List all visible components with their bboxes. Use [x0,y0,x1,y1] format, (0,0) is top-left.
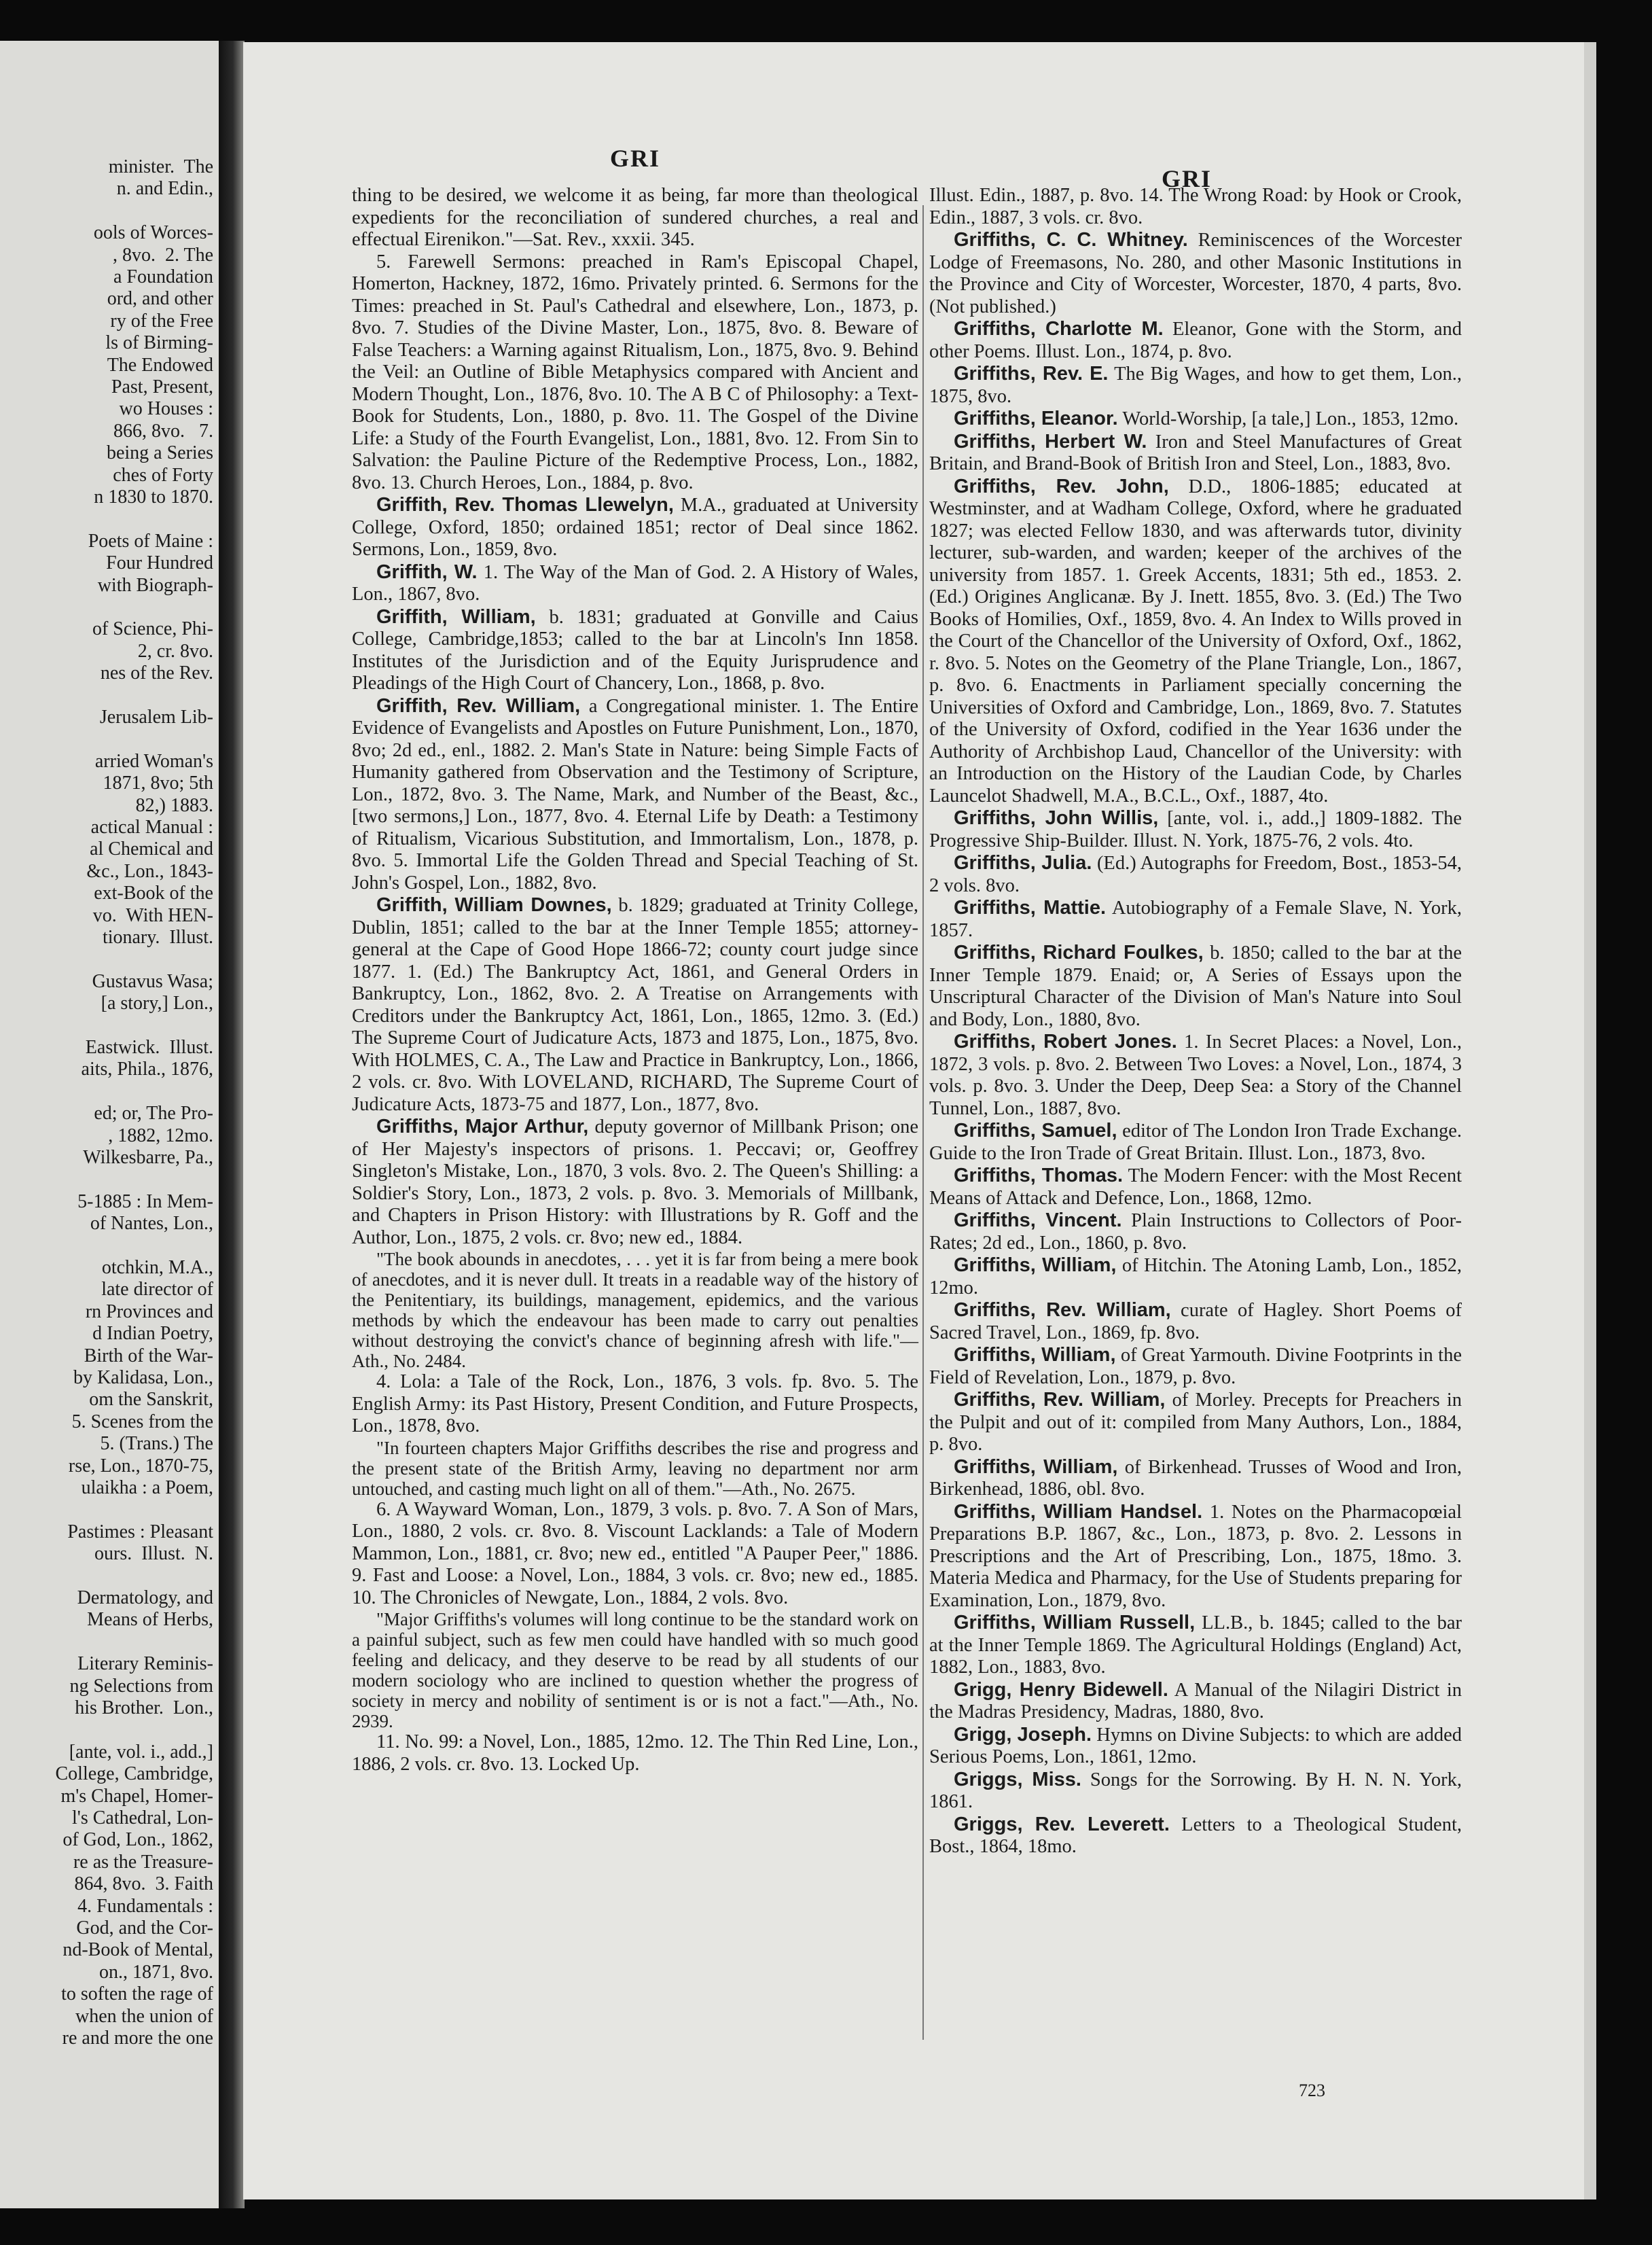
author-name: Griffiths, Julia. [954,852,1092,874]
left-page-line: ext-Book of the [94,883,213,904]
left-page-line: on., 1871, 8vo. [99,1961,213,1983]
continued-text: thing to be desired, we welcome it as being, far more than theological expedients for the reconciliation of sundered churches, a real and effectual Eirenikon."—Sat. Rev., xxxii. 345. [352,185,918,250]
bibliography-entry [929,1120,1462,1165]
entry-text: Plain Instructions to Collectors of Poor-Rates; 2d ed., Lon., 1860, p. 8vo. [929,1210,1462,1254]
author-name: Griffith, William Downes, [376,894,612,916]
left-page-line: Past, Present, [111,376,213,397]
entry-text: Eleanor, Gone with the Storm, and other Poems. Illust. Lon., 1874, p. 8vo. [929,319,1462,362]
book-spine [219,41,245,2208]
left-page-line: re and more the one [62,2028,213,2049]
bibliography-entry [929,1165,1462,1209]
entry-text: (Ed.) Autographs for Freedom, Bost., 1853-54, 2 vols. 8vo. [929,853,1462,896]
left-page-line: ches of Forty [113,464,213,486]
author-name: Griffiths, William Russell, [954,1612,1196,1633]
left-page-line: Jerusalem Lib- [99,707,213,728]
bibliography-entry [929,476,1462,808]
continued-text: Illust. Edin., 1887, p. 8vo. 14. The Wrong Road: by Hook or Crook, Edin., 1887, 3 vols. cr. 8vo. [929,185,1462,228]
bibliography-entry [929,897,1462,942]
entry-text: LL.B., b. 1845; called to the bar at the Inner Temple 1869. The Agricultural Holdings (England) Act, 1882, Lon., 1883, 8vo. [929,1612,1462,1678]
entry-text: b. 1831; graduated at Gonville and Caius College, Cambridge,1853; called to the bar at Lincoln's Inn 1858. Institutes of the Jurisdiction and of the Equity Jurisprudence and Pleadings of the High Court of Chancery, Lon., 1868, p. 8vo. [352,606,918,694]
entry-text: b. 1829; graduated at Trinity College, Dublin, 1851; called to the bar at the Inner Temple 1855; attorney-general at the Cape of Good Hope 1866-72; county court judge since 1877. 1. (Ed.) The Bankruptcy Act, 1861, and General Orders in Bankruptcy, Lon., 1862, 8vo. 2. A Treatise on Arrangements with Creditors under the Bankruptcy Act, 1861, Lon., 1865, 12mo. 3. (Ed.) The Supreme Court of Judicature Acts, 1873 and 1875, Lon., 1875, 8vo. With HOLMES, C. A., The Law and Practice in Bankruptcy, Lon., 1866, 2 vols. cr. 8vo. With LOVELAND, RICHARD, The Supreme Court of Judicature Acts, 1873-75 and 1877, Lon., 1877, 8vo. [352,895,918,1115]
entry-continuation: 11. No. 99: a Novel, Lon., 1885, 12mo. 12. The Thin Red Line, Lon., 1886, 2 vols. cr. 8vo. 13. Locked Up. [352,1731,918,1775]
bibliography-entry [929,852,1462,897]
left-page-line: [ante, vol. i., add.,] [69,1741,213,1763]
left-page-line: 4. Fundamentals : [77,1895,213,1917]
entry-text: Reminiscences of the Worcester Lodge of Freemasons, No. 280, and other Masonic Institutions in the Province and City of Worcester, Worcester, 1870, 4 parts, 8vo. (Not published.) [929,230,1462,317]
bibliography-entry [929,942,1462,1031]
left-page-line: l's Cathedral, Lon- [72,1807,213,1828]
author-name: Griffiths, Rev. John, [954,475,1169,497]
entry-text: editor of The London Iron Trade Exchange. Guide to the Iron Trade of Great Britain. Illust. Lon., 1873, 8vo. [929,1120,1462,1164]
column-divider [922,205,924,2040]
bibliography-entry [929,807,1462,852]
left-page-line: Wilkesbarre, Pa., [83,1147,213,1168]
left-page-line: al Chemical and [90,838,213,860]
entry-text: 1. Notes on the Pharmacopœial Preparations B.P. 1867, &c., Lon., 1873, p. 8vo. 2. Lessons in Prescriptions and the Art of Prescribing, Lon., 1875, 18mo. 3. Materia Medica and Pharmacy, for the Use of Students preparing for Examination, Lon., 1879, 8vo. [929,1501,1462,1611]
left-page-line: nes of the Rev. [100,662,213,684]
entry-text: Songs for the Sorrowing. By H. N. N. York, 1861. [929,1769,1462,1812]
entry-text: of Great Yarmouth. Divine Footprints in the Field of Revelation, Lon., 1879, p. 8vo. [929,1345,1462,1388]
left-page-line: d Indian Poetry, [92,1323,213,1345]
bibliography-entry [929,1031,1462,1120]
left-page-line: ools of Worces- [93,222,213,244]
left-page-line: rse, Lon., 1870-75, [68,1455,213,1477]
text-column-right [929,185,1462,1858]
left-page-line: ng Selections from [69,1675,213,1697]
entry-text: [ante, vol. i., add.,] 1809-1882. The Progressive Ship-Builder. Illust. N. York, 1875-76, 2 vols. 4to. [929,808,1462,851]
bibliography-entry [352,1116,918,1249]
left-page-line: Gustavus Wasa; [92,970,213,992]
left-page-line: arried Woman's [94,750,213,772]
left-page-line: ry of the Free [110,310,213,332]
bibliography-entry [929,1724,1462,1769]
text-column-left [352,185,918,1775]
bibliography-entry [929,229,1462,318]
left-page-line: 82,) 1883. [135,794,213,816]
author-name: Grigg, Joseph. [954,1723,1092,1746]
author-name: Griggs, Miss. [954,1768,1081,1790]
left-page-fragment [0,41,219,2208]
bibliography-entry [929,363,1462,408]
left-page-line: ulaikha : a Poem, [81,1477,213,1498]
entry-text: A Manual of the Nilagiri District in the Madras Presidency, Madras, 1880, 8vo. [929,1679,1462,1722]
left-page-line: 1871, 8vo; 5th [103,773,213,794]
author-name: Griffiths, Thomas. [954,1165,1124,1186]
author-name: Griffiths, Robert Jones. [954,1031,1177,1053]
left-page-line: with Biograph- [97,574,213,596]
bibliography-entry [929,1389,1462,1456]
left-page-line: ed; or, The Pro- [94,1103,213,1125]
author-name: Griffiths, William, [954,1455,1118,1478]
left-page-line: re as the Treasure- [73,1851,213,1873]
author-name: Griffiths, Major Arthur, [376,1116,589,1137]
author-name: Griffiths, Samuel, [954,1120,1117,1142]
left-page-line: 866, 8vo. 7. [113,420,213,442]
left-page-line: tionary. Illust. [102,927,213,948]
entry-text: World-Worship, [a tale,] Lon., 1853, 12mo. [1117,408,1459,429]
author-name: Griffith, Rev. Thomas Llewelyn, [376,494,674,516]
left-page-line: being a Series [106,442,213,464]
bibliography-entry [929,1209,1462,1254]
entry-text: Iron and Steel Manufactures of Great Britain, and Brand-Book of British Iron and Steel, Lon., 1883, 8vo. [929,431,1462,474]
author-name: Griffiths, John Willis, [954,807,1159,829]
author-name: Griggs, Rev. Leverett. [954,1813,1170,1835]
author-name: Griffiths, Rev. William, [954,1389,1166,1411]
author-name: Griffiths, Rev. E. [954,363,1109,385]
entry-continuation: 5. Farewell Sermons: preached in Ram's Episcopal Chapel, Homerton, Hackney, 1872, 16mo. Privately printed. 6. Sermons for the Times: preached in St. Paul's Cathedral and elsewhere, Lon., 1873, p. 8vo. 7. Studies of the Divine Master, Lon., 1875, 8vo. 8. Beware of False Teachers: a Warning against Ritualism, Lon., 1875, 8vo. 9. Behind the Veil: an Outline of Bible Metaphysics compared with Ancient and Modern Thought, Lon., 1876, 8vo. 10. The A B C of Philosophy: a Text-Book for Students, Lon., 1880, p. 8vo. 11. The Gospel of the Divine Life: a Study of the Fourth Evangelist, Lon., 1881, 8vo. 12. From Sin to Salvation: the Pauline Picture of the Redemptive Process, Lon., 1882, 8vo. 13. Church Heroes, Lon., 1884, p. 8vo. [352,251,918,493]
left-page-line: nd-Book of Mental, [62,1939,213,1961]
entry-text: b. 1850; called to the bar at the Inner Temple 1879. Enaid; or, A Series of Essays upon the Unscriptural Character of the Division of Man's Nature into Soul and Body, Lon., 1880, 8vo. [929,942,1462,1030]
left-page-line: of Science, Phi- [92,618,213,640]
page-number: 723 [1299,2081,1325,2100]
bibliography-entry [929,1254,1462,1299]
entry-text: The Big Wages, and how to get them, Lon., 1875, 8vo. [929,364,1462,407]
author-name: Griffith, W. [376,561,478,583]
author-name: Griffith, William, [376,605,536,628]
left-page-line: , 1882, 12mo. [108,1125,213,1146]
left-page-line: , 8vo. 2. The [112,244,213,266]
entry-text: of Morley. Precepts for Preachers in the Pulpit and out of it: compiled from Many Authors, Lon., 1884, p. 8vo. [929,1390,1462,1455]
author-name: Griffiths, William Handsel. [954,1500,1203,1523]
review-quote: "Major Griffiths's volumes will long continue to be the standard work on a painful subject, such as few men could have handled with so much good feeling and delicacy, and they deserve to be read by all students of our modern sociology who are inclined to question whether the progress of society in mercy and nobility of sentiment is or is not a fact."—Ath., No. 2939. [352,1609,918,1731]
right-page [243,42,1596,2199]
author-name: Griffiths, Mattie. [954,897,1107,919]
left-page-line: 5. Scenes from the [71,1411,213,1432]
bibliography-entry [929,1501,1462,1612]
author-name: Griffiths, Eleanor. [954,408,1118,429]
entry-text: of Hitchin. The Atoning Lamb, Lon., 1852, 12mo. [929,1255,1462,1298]
bibliography-entry [929,1814,1462,1858]
left-page-line: n 1830 to 1870. [94,487,213,508]
bibliography-entry [352,695,918,895]
left-page-line: minister. The [108,156,213,177]
left-page-line: 5. (Trans.) The [100,1433,213,1455]
left-page-line: vo. With HEN- [92,904,213,926]
entry-continuation: 4. Lola: a Tale of the Rock, Lon., 1876, 3 vols. fp. 8vo. 5. The English Army: its Past History, Present Condition, and Future Prospects, Lon., 1878, 8vo. [352,1371,918,1436]
left-page-line: Dermatology, and [77,1587,213,1608]
entry-text: of Birkenhead. Trusses of Wood and Iron, Birkenhead, 1886, obl. 8vo. [929,1456,1462,1500]
running-header-left: GRI [610,145,661,172]
bibliography-entry [352,894,918,1116]
bibliography-entry [929,1344,1462,1389]
left-page-line: om the Sanskrit, [89,1389,213,1411]
bibliography-entry [352,606,918,695]
left-page-line: m's Chapel, Homer- [60,1785,213,1807]
left-page-line: 864, 8vo. 3. Faith [74,1873,213,1895]
bibliography-entry [929,318,1462,363]
bibliography-entry [352,494,918,561]
bibliography-entry [929,431,1462,476]
left-page-line: ord, and other [107,288,213,310]
bibliography-entry [929,1612,1462,1679]
left-page-line: Poets of Maine : [88,530,213,552]
left-page-line: aits, Phila., 1876, [81,1059,213,1080]
left-page-line: when the union of [75,2005,213,2027]
left-page-line: ls of Birming- [105,332,213,354]
review-quote: "In fourteen chapters Major Griffiths describes the rise and progress and the present state of the British Army, leaving no department nor arm untouched, and casting much light on all of them."—Ath., No. 2675. [352,1437,918,1499]
left-page-line: College, Cambridge, [55,1763,213,1785]
left-page-line: Means of Herbs, [87,1609,213,1631]
left-page-line: [a story,] Lon., [101,993,213,1014]
running-header-right: GRI [1162,165,1213,192]
entry-continuation: 6. A Wayward Woman, Lon., 1879, 3 vols. p. 8vo. 7. A Son of Mars, Lon., 1880, 2 vols. cr. 8vo. 8. Viscount Lacklands: a Tale of Modern Mammon, Lon., 1881, cr. 8vo; new ed., entitled "A Pauper Peer," 1886. 9. Fast and Loose: a Novel, Lon., 1884, 3 vols. cr. 8vo; new ed., 1885. 10. The Chronicles of Newgate, Lon., 1884, 2 vols. 8vo. [352,1498,918,1608]
left-page-line: &c., Lon., 1843- [86,860,213,882]
entry-text: Autobiography of a Female Slave, N. York, 1857. [929,898,1462,941]
bibliography-entry [929,1299,1462,1344]
bibliography-entry [352,561,918,606]
left-page-line: 5-1885 : In Mem- [77,1190,213,1212]
left-page-line: Four Hundred [106,552,213,574]
entry-text: Letters to a Theological Student, Bost., 1864, 18mo. [929,1814,1462,1857]
left-page-line: Eastwick. Illust. [85,1037,213,1058]
entry-text: The Modern Fencer: with the Most Recent Means of Attack and Defence, Lon., 1868, 12mo. [929,1165,1462,1209]
left-page-line: rn Provinces and [85,1301,213,1322]
left-page-line: a Foundation [113,266,213,287]
author-name: Grigg, Henry Bidewell. [954,1678,1168,1701]
left-page-line: wo Houses : [119,398,213,420]
left-page-line: Literary Reminis- [77,1653,213,1675]
author-name: Griffiths, Herbert W. [954,430,1147,453]
left-page-line: The Endowed [107,354,213,376]
entry-text: M.A., graduated at University College, Oxford, 1850; ordained 1851; rector of Deal since 1862. Sermons, Lon., 1859, 8vo. [352,495,918,560]
entry-text: 1. In Secret Places: a Novel, Lon., 1872, 3 vols. p. 8vo. 2. Between Two Loves: a Novel, Lon., 1874, 3 vols. p. 8vo. 3. Under the Deep, Deep Sea: a Story of the Channel Tunnel, Lon., 1887, 8vo. [929,1031,1462,1119]
entry-text: Hymns on Divine Subjects: to which are added Serious Poems, Lon., 1861, 12mo. [929,1724,1462,1767]
left-page-line: Pastimes : Pleasant [67,1521,213,1542]
entry-text: deputy governor of Millbank Prison; one of Her Majesty's inspectors of prisons. 1. Peccavi; or, Geoffrey Singleton's Mistake, Lon., 1870, 3 vols. 8vo. 2. The Queen's Shilling: a Soldier's Story, Lon., 1873, 2 vols. p. 8vo. 3. Memorials of Millbank, and Chapters in Prison History: with Illustrations by R. Goff and the Author, Lon., 1875, 2 vols. cr. 8vo; new ed., 1884. [352,1116,918,1248]
left-page-line: to soften the rage of [61,1983,213,2005]
left-page-line: 2, cr. 8vo. [137,640,213,662]
author-name: Griffiths, Vincent. [954,1209,1122,1231]
left-page-line: Birth of the War- [84,1345,213,1366]
entry-text: 1. The Way of the Man of God. 2. A History of Wales, Lon., 1867, 8vo. [352,561,918,605]
left-page-line: God, and the Cor- [76,1917,213,1939]
left-page-line: of God, Lon., 1862, [62,1829,213,1851]
entry-text: a Congregational minister. 1. The Entire Evidence of Evangelists and Apostles on Future Punishment, Lon., 1870, 8vo; 2d ed., enl., 1882. 2. Man's State in Nature: being Simple Facts of Humanity gathered from Observation and the Testimony of Scripture, Lon., 1872, 8vo. 3. The Name, Mark, and Number of the Beast, &c., [two sermons,] Lon., 1877, 8vo. 4. Eternal Life by Death: a Testimony of Ritualism, Vicarious Substitution, and Immortalism, Lon., 1878, p. 8vo. 5. Immortal Life the Golden Thread and Special Teaching of St. John's Gospel, Lon., 1882, 8vo. [352,695,918,894]
author-name: Griffiths, William, [954,1344,1116,1366]
bibliography-entry [929,1456,1462,1501]
entry-text: curate of Hagley. Short Poems of Sacred Travel, Lon., 1869, fp. 8vo. [929,1300,1462,1343]
left-page-line: of Nantes, Lon., [90,1213,213,1235]
author-name: Griffiths, Charlotte M. [954,318,1164,340]
author-name: Griffiths, Rev. William, [954,1299,1171,1321]
left-page-line: by Kalidasa, Lon., [73,1367,213,1388]
bibliography-entry [929,408,1462,431]
entry-text: D.D., 1806-1885; educated at Westminster, and at Wadham College, Oxford, where he graduated 1827; was elected Fellow 1830, and was afterwards tutor, divinity lecturer, sub-warden, and warden; keeper of the archives of the university from 1857. 1. Greek Accents, 1831; 5th ed., 1853. 2. (Ed.) Origines Anglicanæ. By J. Inett. 1855, 8vo. 3. (Ed.) The Two Books of Homilies, Oxf., 1859, 8vo. 4. An Index to Wills proved in the Court of the Chancellor of the University of Oxford, Oxf., 1862, r. 8vo. 5. Notes on the Geometry of the Plane Triangle, Lon., 1867, p. 8vo. 6. Enactments in Parliament specially concerning the Universities of Oxford and Cambridge, Lon., 1869, 8vo. 7. Statutes of the University of Oxford, codified in the Year 1636 under the Authority of Archbishop Laud, Chancellor of the University: with an Introduction on the History of the Laudian Code, by Charles Launcelot Shadwell, M.A., B.C.L., Oxf., 1887, 4to. [929,476,1462,807]
left-page-line: late director of [101,1279,213,1301]
bibliography-entry [929,1769,1462,1814]
author-name: Griffiths, Richard Foulkes, [954,942,1204,964]
author-name: Griffiths, C. C. Whitney. [954,229,1188,251]
left-page-line: otchkin, M.A., [101,1257,213,1278]
left-page-line: n. and Edin., [116,178,213,200]
author-name: Griffith, Rev. William, [376,694,581,717]
bibliography-entry [929,1679,1462,1724]
left-page-line: actical Manual : [90,817,213,838]
review-quote: "The book abounds in anecdotes, . . . yet it is far from being a mere book of anecdotes, and it is never dull. It treats in a readable way of the history of the Penitentiary, its buildings, management, epidemics, and the various methods by which the endeavour has been made to carry out penalties without destroying the convict's chance of beginning afresh with life."—Ath., No. 2484. [352,1249,918,1371]
left-page-line: his Brother. Lon., [75,1697,213,1718]
left-page-line: ours. Illust. N. [94,1543,213,1565]
author-name: Griffiths, William, [954,1254,1117,1276]
